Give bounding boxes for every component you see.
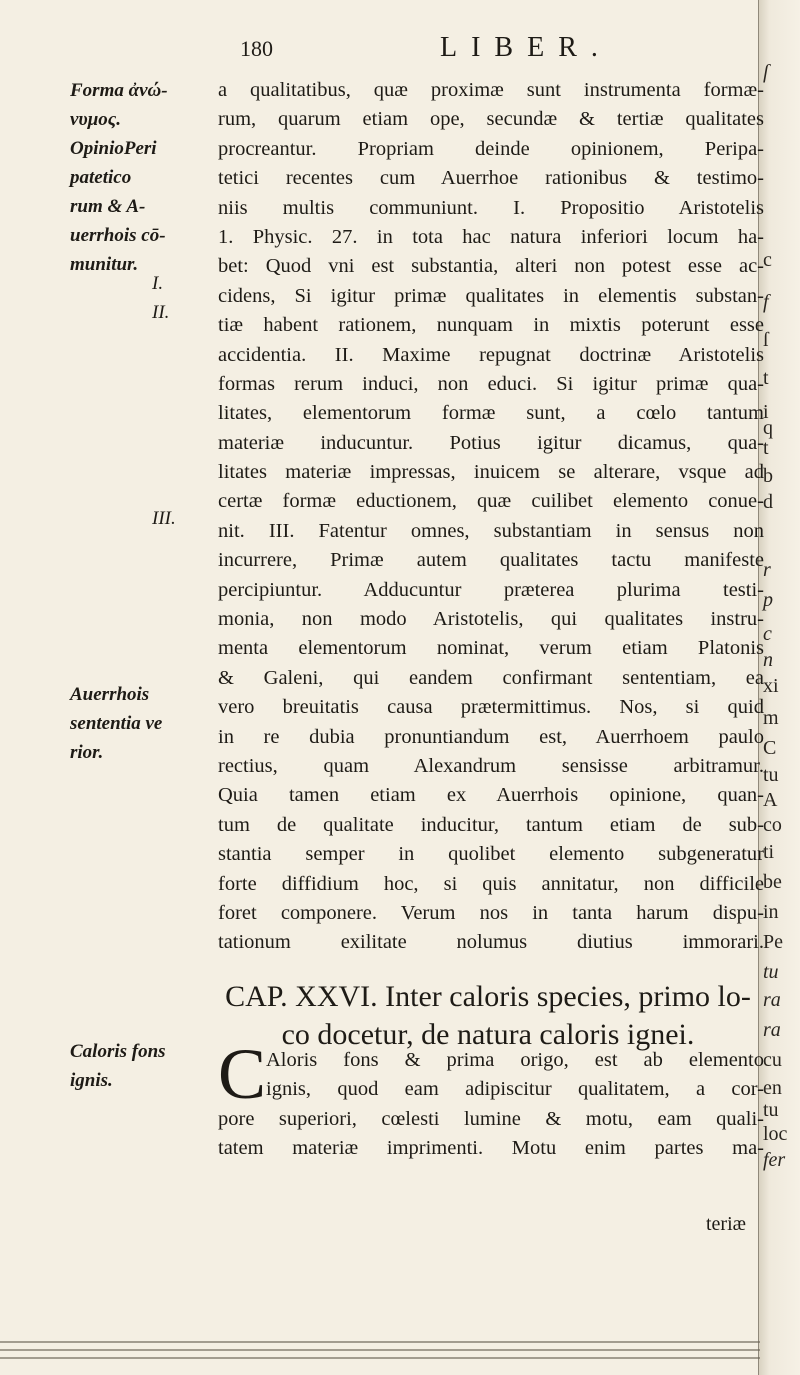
next-page-fragment: in	[763, 901, 779, 923]
text-line: Quia tamen etiam ex Auerrhois opinione, quan-	[218, 784, 764, 807]
catchword: teriæ	[706, 1213, 746, 1235]
drop-capital: C	[218, 1034, 267, 1114]
next-page-fragment: fer	[763, 1149, 786, 1171]
text-line: materiæ inducuntur. Potius igitur dicamus, qua-	[218, 431, 764, 454]
text-line: incurrere, Primæ autem qualitates tactu manifeste	[218, 549, 764, 572]
text-line: litates, elementorum formæ sunt, a cœlo tantum	[218, 402, 764, 425]
text-line: formas rerum induci, non educi. Si igitur primæ qua-	[218, 372, 764, 395]
text-line: foret componere. Verum nos in tanta harum dispu-	[218, 901, 764, 924]
next-page-edge	[758, 0, 800, 1375]
chapter-text-line: tatem materiæ imprimenti. Motu enim partes ma-	[218, 1137, 764, 1160]
text-line: rum, quarum etiam ope, secundæ & tertiæ qualitates	[218, 108, 764, 131]
next-page-fragment: C	[763, 737, 777, 759]
next-page-fragment: xi	[763, 675, 779, 697]
next-page-fragment: i	[763, 401, 769, 423]
next-page-fragment: n	[763, 649, 773, 671]
next-page-fragment: co	[763, 814, 782, 836]
margin-note: II.	[152, 302, 170, 323]
next-page-fragment: A	[763, 789, 778, 811]
next-page-fragment: ſ	[763, 329, 769, 351]
next-page-fragment: q	[763, 417, 773, 439]
text-line: forte diffidium hoc, si quis annitatur, non difficile	[218, 872, 764, 895]
next-page-fragment: tu	[763, 1099, 779, 1121]
text-line: rectius, quam Alexandrum sensisse arbitramur.	[218, 754, 764, 777]
running-title: LIBER.	[440, 32, 612, 63]
body-text	[218, 76, 764, 958]
margin-note: OpinioPeri patetico rum & A- uerrhois cō- munitur.	[70, 138, 166, 275]
next-page-fragment: p	[763, 589, 773, 611]
next-page-fragment: b	[763, 465, 773, 487]
chapter-heading-line-2: co docetur, de natura caloris ignei.	[281, 1018, 695, 1051]
text-line: nit. III. Fatentur omnes, substantiam in sensus non	[218, 519, 764, 542]
margin-note: I.	[152, 273, 164, 294]
next-page-fragment: loc	[763, 1123, 788, 1145]
text-line: stantia semper in quolibet elemento subgeneratur	[218, 843, 764, 866]
next-page-fragment: t	[763, 437, 769, 459]
text-line: a qualitatibus, quæ proximæ sunt instrumenta formæ-	[218, 79, 764, 101]
next-page-fragment: en	[763, 1077, 782, 1099]
next-page-fragment: ra	[763, 989, 781, 1011]
next-page-fragment: tu	[763, 961, 779, 983]
text-line: bet: Quod vni est substantia, alteri non potest esse ac-	[218, 255, 764, 278]
next-page-fragment: m	[763, 707, 779, 729]
page-bottom-edge	[0, 1335, 760, 1375]
text-line: tationum exilitate nolumus diutius immorari.	[218, 931, 764, 954]
next-page-fragment: c	[763, 249, 772, 271]
text-line: accidentia. II. Maxime repugnat doctrinæ Aristotelis	[218, 343, 764, 366]
margin-note: Auerrhois sententia ve rior.	[70, 684, 163, 763]
text-line: percipiuntur. Adducuntur præterea plurima testi-	[218, 578, 764, 601]
text-line: procreantur. Propriam deinde opinionem, Peripa-	[218, 137, 764, 160]
text-line: tiæ habent rationem, nunquam in mixtis poterunt esse	[218, 314, 764, 337]
next-page-fragment: ſ	[763, 61, 769, 83]
text-line: niis multis communiunt. I. Propositio Aristotelis	[218, 196, 764, 219]
next-page-fragment: be	[763, 871, 782, 893]
text-line: cidens, Si igitur primæ qualitates in elementis substan-	[218, 284, 764, 307]
text-line: monia, non modo Aristotelis, qui qualitates instru-	[218, 608, 764, 631]
page-number: 180	[240, 36, 273, 61]
text-line: certæ formæ eductionem, quæ cuilibet elemento conue-	[218, 490, 764, 513]
text-line: tetici recentes cum Auerrhoe rationibus & testimo-	[218, 167, 764, 190]
margin-note: III.	[152, 508, 176, 529]
next-page-fragment: t	[763, 367, 769, 389]
next-page-fragment: f	[763, 291, 769, 313]
text-line: in re dubia pronuntiandum est, Auerrhoem paulo	[218, 725, 764, 748]
chapter-text-line: Aloris fons & prima origo, est ab elemento	[266, 1049, 764, 1071]
next-page-fragment: tu	[763, 764, 779, 786]
text-line: & Galeni, qui eandem confirmant sententiam, ea	[218, 666, 764, 689]
next-page-fragment: Pe	[763, 931, 783, 953]
chapter-text-line: pore superiori, cœlesti lumine & motu, eam quali-	[218, 1107, 764, 1130]
margin-note: Caloris fons ignis.	[70, 1041, 166, 1091]
margin-note: Forma ἀνώ- νυμος.	[70, 80, 168, 130]
next-page-fragment: d	[763, 491, 773, 513]
next-page-fragment: ra	[763, 1019, 781, 1041]
text-line: tum de qualitate inducitur, tantum etiam de sub-	[218, 813, 764, 836]
next-page-fragment: r	[763, 559, 771, 581]
chapter-heading-line-1: CAP. XXVI. Inter caloris species, primo lo-	[225, 980, 751, 1013]
chapter-heading	[210, 978, 766, 1054]
chapter-text-line: ignis, quod eam adipiscitur qualitatem, a cor-	[266, 1078, 764, 1101]
text-line: litates materiæ impressas, inuicem se alterare, vsque ad	[218, 461, 764, 484]
text-line: 1. Physic. 27. in tota hac natura inferiori locum ha-	[218, 225, 764, 248]
text-line: vero breuitatis causa prætermittimus. Nos, si quid	[218, 696, 764, 719]
next-page-fragment: cu	[763, 1049, 782, 1071]
next-page-fragment: ti	[763, 841, 775, 863]
next-page-fragment: c	[763, 623, 772, 645]
text-line: menta elementorum nominat, verum etiam Platonis	[218, 637, 764, 660]
